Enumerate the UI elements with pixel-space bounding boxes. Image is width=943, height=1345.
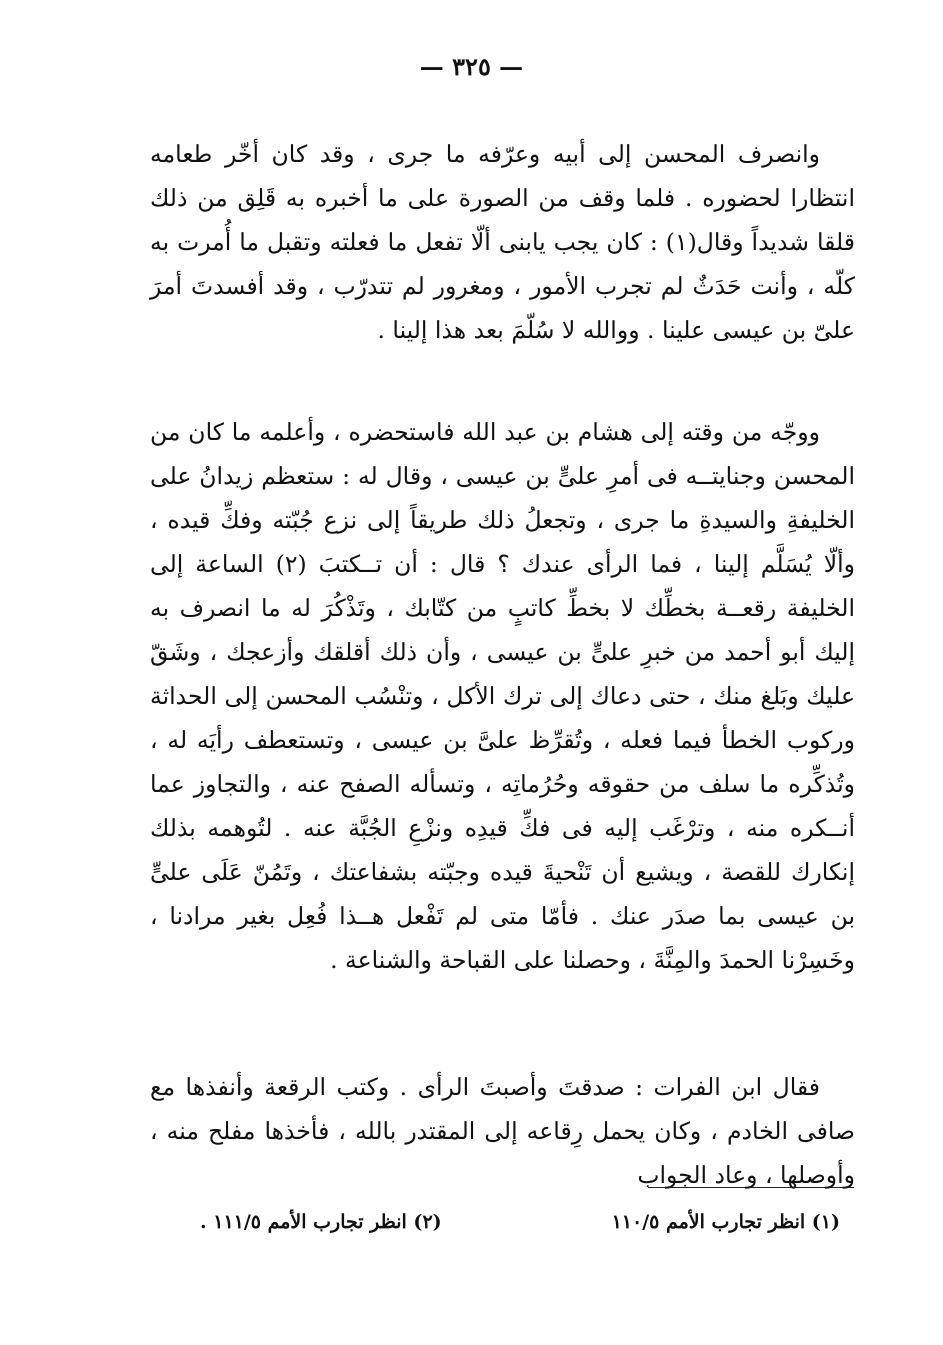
footnote-divider bbox=[648, 1187, 854, 1188]
paragraph-1: وانصرف المحسن إلى أبيه وعرّفه ما جرى ، وقد كان أخّر طعامه انتظارا لحضوره . فلما وقف من الصورة على ما أخبره به قَلِق من ذلك قلقا شديداً وقال(١) : كان يجب يابنى ألّا تفعل ما فعلته وتقبل ما أُمرت به كلّه ، وأنت حَدَثٌ لم تجرب الأمور ، ومغرور لم تتدرّب ، وقد أفسدتَ أمرَ علىّ بن عيسى علينا . ووالله لا سُلّمَ بعد هذا إلينا . bbox=[150, 140, 856, 344]
paragraph-3-container bbox=[150, 1065, 855, 1197]
footnote-1: (١) انظر تجارب الأمم ١١٠/٥ bbox=[611, 1211, 840, 1233]
paragraph-1-container bbox=[150, 132, 855, 352]
footnote-2: (٢) انظر تجارب الأمم ١١١/٥ . bbox=[200, 1211, 442, 1233]
paragraph-2: ووجّه من وقته إلى هشام بن عبد الله فاستحضره ، وأعلمه ما كان من المحسن وجنايتــه فى أمرِ علىٍّ بن عيسى ، وقال له : ستعظم زيدانُ على الخليفةِ والسيدةِ ما جرى ، وتجعلُ ذلك طريقاً إلى نزع جُبّته وفكِّ قيده ، وألّا يُسَلَّم إلينا ، فما الرأى عندك ؟ قال : أن تــكتبَ (٢) الساعة إلى الخليفة رقعــة بخطِّك لا بخطِّ كاتبٍ من كتّابك ، وتَذْكُرَ له ما انصرف به إليك أبو أحمد من خبرِ علىٍّ بن عيسى ، وأن ذلك أقلقك وأزعجك ، وشَقّ عليك وبَلغ منك ، حتى دعاك إلى ترك الأكل ، وتنْسُب المحسن إلى الحداثة وركوب الخطأ فيما فعله ، وتُقرِّظ علىَّ بن عيسى ، وتستعطف رأيَه له ، وتُذكِّره ما سلف من حقوقه وحُرُماتِه ، وتسأله الصفح عنه ، والتجاوز عما أنــكره منه ، وترْغَب إليه فى فكِّ قيدِه ونزْعِ الجُبَّة عنه . لتُوهمه بذلك إنكارك للقصة ، ويشيع أن تَنْحيةَ قيده وجبّته بشفاعتك ، وتَمُنّ عَلَى علىٍّ بن عيسى بما صدَر عنك . فأمّا متى لم تَفْعل هــذا فُعِل بغير مرادنا ، وخَسِرْنا الحمدَ والمِنَّةَ ، وحصلنا على القباحة والشناعة . bbox=[150, 418, 855, 974]
paragraph-3: فقال ابن الفرات : صدقتَ وأصبتَ الرأى . وكتب الرقعة وأنفذها مع صافى الخادم ، وكان يحمل رِقاعه إلى المقتدر بالله ، فأخذها مفلح منه ، وأوصلها ، وعاد الجواب bbox=[150, 1073, 855, 1189]
page-number: — ٣٢٥ — bbox=[419, 52, 524, 81]
paragraph-2-container bbox=[150, 410, 855, 982]
footnotes bbox=[200, 1207, 840, 1237]
